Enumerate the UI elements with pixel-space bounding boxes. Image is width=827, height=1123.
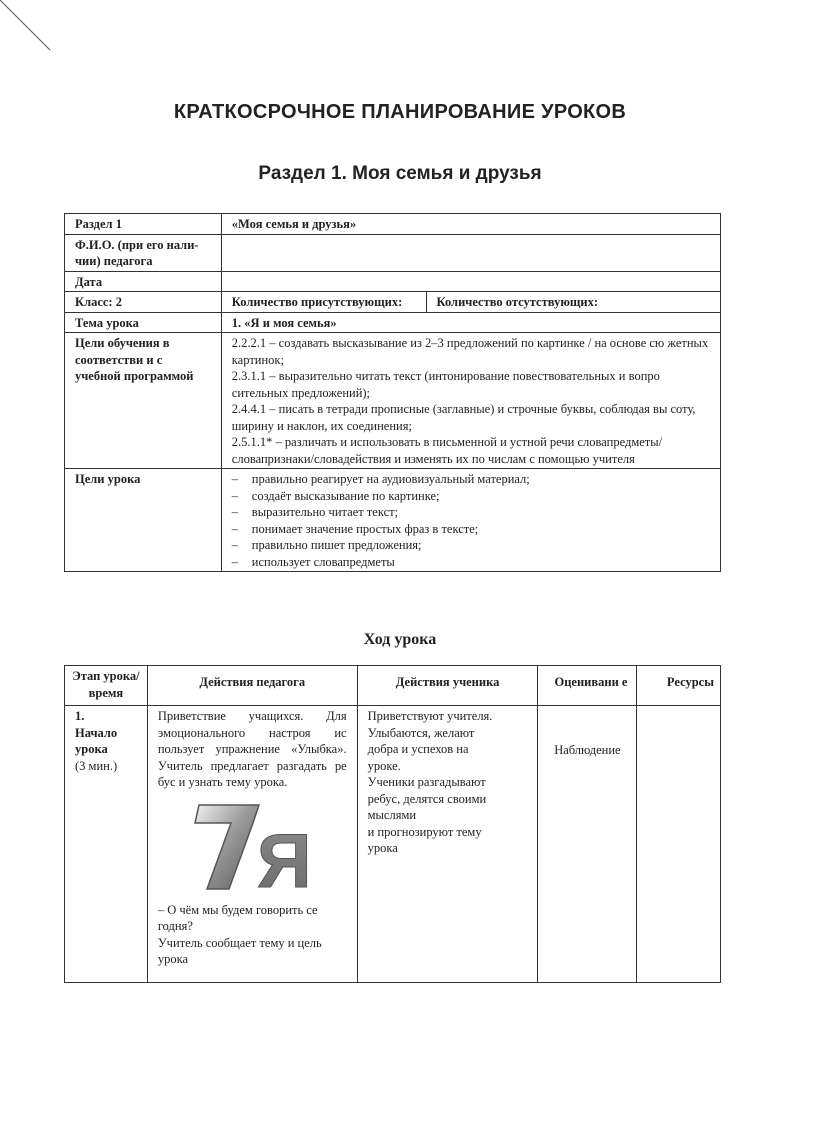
teacher-value: [221, 234, 720, 271]
svg-text:7: 7: [192, 800, 194, 802]
col-student-header: Действия ученика: [357, 666, 538, 706]
lesson-goals-label: Цели урока: [65, 469, 222, 572]
student-action: и прогнозируют тему урока: [367, 824, 482, 855]
section-row: [65, 214, 721, 235]
student-action: Улыбаются, желают добра и успехов на уроке.: [367, 725, 475, 773]
lesson-flow-title: Ход урока: [363, 631, 437, 648]
lesson-goal-item: – правильно пишет предложения;: [231, 538, 422, 552]
objectives-label: Цели обучения в соответстви и с учебной программой: [65, 333, 222, 469]
corner-fold-line: [0, 0, 60, 60]
col-assessment-header: Оценивани е: [538, 666, 637, 706]
stage-time: (3 мин.): [75, 758, 118, 773]
lesson-goal-item: – использует словапредметы: [231, 554, 395, 569]
col-stage-header: Этап урока/ время: [65, 666, 148, 706]
lesson-goal-item: – понимает значение простых фраз в тексте;: [231, 521, 479, 536]
student-action: Ученики разгадывают ребус, делятся своими мыслями: [367, 775, 487, 822]
assessment-cell: Наблюдение: [538, 706, 637, 983]
section-label: Раздел 1: [65, 214, 222, 235]
date-value: [221, 271, 720, 292]
col-resources-header: Ресурсы: [637, 666, 721, 706]
date-label: Дата: [65, 271, 222, 292]
teacher-question: – О чём мы будем говорить се годня?: [157, 902, 318, 933]
rebus-7ya-icon: [193, 801, 323, 896]
lesson-goal-item: – создаёт высказывание по картинке;: [231, 488, 440, 503]
stage-cell: [65, 706, 148, 983]
objective-item: 2.5.1.1* – различать и использовать в письменной и устной речи словапредметы/ словапризнаки/словадействия и изменять их по числам с помощью учителя: [231, 435, 663, 466]
teacher-actions-cell: [147, 706, 357, 983]
present-label: Количество присутствующих:: [221, 292, 426, 313]
teacher-intro: Приветствие учащихся. Для эмоционального настроя ис пользует упражнение «Улыбка». Учитель предлагает разгадать ре бус и узнать тему урока.: [157, 709, 347, 789]
objective-item: 2.3.1.1 – выразительно читать текст (интонирование повествовательных и вопро сительных предложений);: [231, 369, 660, 400]
teacher-row: [65, 234, 721, 271]
date-row: [65, 271, 721, 292]
absent-label: Количество отсутствующих:: [426, 292, 720, 313]
main-title: КРАТКОСРОЧНОЕ ПЛАНИРОВАНИЕ УРОКОВ: [173, 101, 627, 123]
teacher-after: Учитель сообщает тему и цель урока: [157, 935, 322, 966]
svg-text:Я: Я: [256, 818, 312, 896]
lesson-info-table: [64, 213, 721, 572]
section-title: Раздел 1. Моя семья и друзья: [258, 163, 542, 184]
student-action: Приветствуют учителя.: [367, 709, 493, 723]
stage-name: Начало урока: [75, 725, 118, 756]
class-label: Класс: 2: [65, 292, 222, 313]
lesson-goals-list: [221, 469, 720, 572]
lesson-goal-item: – выразительно читает текст;: [231, 505, 399, 519]
rebus-image: [193, 801, 323, 896]
stage-number: 1.: [75, 709, 85, 723]
objectives-row: [65, 333, 721, 469]
lesson-stage-row: [65, 706, 721, 983]
resources-cell: [637, 706, 721, 983]
lesson-goals-row: [65, 469, 721, 572]
topic-row: [65, 312, 721, 333]
teacher-label: Ф.И.О. (при его нали- чии) педагога: [65, 234, 222, 271]
class-row: [65, 292, 721, 313]
lesson-flow-table: [64, 665, 721, 983]
objective-item: 2.2.2.1 – создавать высказывание из 2–3 предложений по картинке / на основе сю жетных картинок;: [231, 336, 709, 367]
section-value: «Моя семья и друзья»: [221, 214, 720, 235]
objective-item: 2.4.4.1 – писать в тетради прописные (заглавные) и строчные буквы, соблюдая вы соту, ширину и наклон, их соединения;: [231, 402, 696, 433]
lesson-goal-item: – правильно реагирует на аудиовизуальный материал;: [231, 472, 530, 486]
topic-label: Тема урока: [65, 312, 222, 333]
col-teacher-header: Действия педагога: [147, 666, 357, 706]
lesson-header-row: [65, 666, 721, 706]
objectives-list: [221, 333, 720, 469]
topic-value: 1. «Я и моя семья»: [221, 312, 720, 333]
student-actions-cell: [357, 706, 538, 983]
